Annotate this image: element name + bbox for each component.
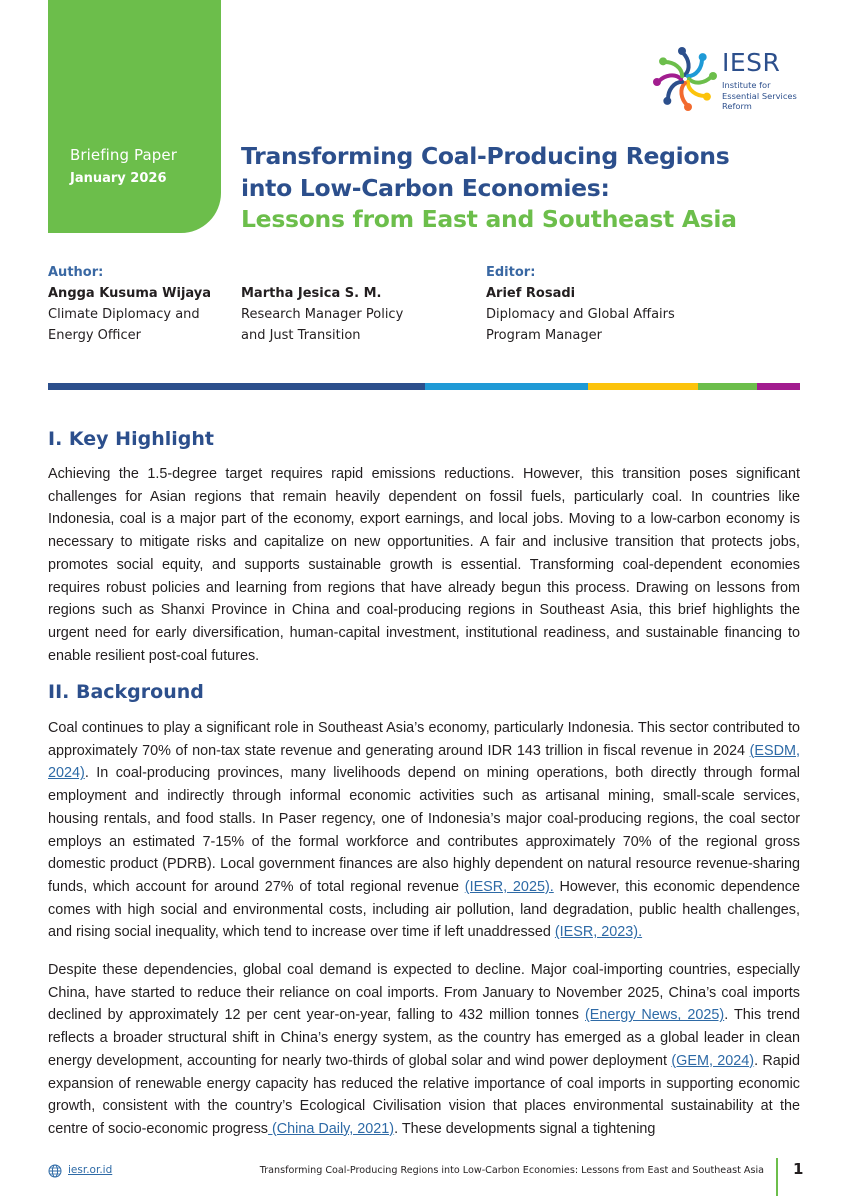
text-run: Coal continues to play a significant role in Southeast Asia’s economy, particularly Indonesia. This sector contributed to approximately 70% of non-tax state revenue and generating around IDR 143 trillion in fiscal revenue in 2024 [48, 720, 800, 759]
section-heading-key-highlight: I. Key Highlight [48, 428, 214, 450]
citation-link[interactable]: (Energy News, 2025) [585, 1007, 725, 1024]
editor-name: Arief Rosadi [486, 286, 576, 301]
title-line-1: Transforming Coal-Producing Regions [241, 142, 730, 170]
document-type-tab [48, 0, 221, 233]
color-segment [757, 383, 800, 390]
color-segment [588, 383, 698, 390]
author-position: Climate Diplomacy and [48, 307, 200, 322]
logo-acronym: IESR [722, 48, 781, 77]
running-title: Transforming Coal-Producing Regions into Low-Carbon Economies: Lessons from East and Southeast Asia [259, 1165, 764, 1176]
brand-color-bar [48, 383, 800, 390]
editor-position: Program Manager [486, 328, 602, 343]
text-run: . These developments signal a tightening [394, 1120, 656, 1137]
color-segment [698, 383, 757, 390]
author-position: Energy Officer [48, 328, 141, 343]
footer-divider [776, 1158, 778, 1196]
website-link[interactable]: iesr.or.id [68, 1164, 113, 1176]
author-position: Research Manager Policy [241, 307, 404, 322]
citation-link[interactable]: (ESDM, 2024) [48, 742, 800, 782]
document-subtitle: Lessons from East and Southeast Asia [241, 205, 737, 233]
section-heading-background: II. Background [48, 681, 204, 703]
editor-block [486, 262, 675, 346]
author-name: Angga Kusuma Wijaya [48, 286, 212, 301]
title-line-2: into Low-Carbon Economies: [241, 173, 610, 202]
citation-link[interactable]: (GEM, 2024) [671, 1052, 755, 1069]
logo-line: Institute for [722, 80, 771, 90]
editor-position: Diplomacy and Global Affairs [486, 307, 675, 322]
text-run: Despite these dependencies, global coal demand is expected to decline. Major coal-importing countries, especially China, have started to reduce their reliance on coal imports. From January to November 2025, China’s coal imports declined by approximately 12 per cent year-on-year, falling to 432 million tonnes [48, 962, 800, 1024]
author-name: Martha Jesica S. M. [241, 286, 382, 301]
page-footer [48, 1160, 804, 1190]
citation-link[interactable]: (China Daily, 2021) [267, 1120, 395, 1137]
author-block-2 [241, 283, 403, 346]
text-run: . Rapid expansion of renewable energy capacity has reduced the relative importance of coal imports in supporting economic growth, consistent with the country’s Ecological Civilisation vision that places environmental sustainability at the centre of socio-economic progress [48, 1052, 800, 1137]
citation-link[interactable]: (IESR, 2025). [464, 878, 554, 895]
author-label: Author: [48, 265, 104, 280]
text-run: . This trend reflects a broader structural shift in China’s energy system, as the country has emerged as a global leader in clean energy development, accounting for nearly two-thirds of global solar and wind power deployment [48, 1007, 800, 1069]
logo-full-name [722, 80, 822, 112]
author-position: and Just Transition [241, 328, 361, 343]
text-run: However, this economic dependence comes with high social and environmental costs, including air pollution, land degradation, public health challenges, and rising social inequality, which tend to increase over time if left unaddressed [48, 878, 800, 941]
background-paragraph-2 [48, 959, 800, 1141]
editor-label: Editor: [486, 265, 536, 280]
globe-icon [48, 1164, 62, 1178]
logo-line: Essential Services [722, 90, 797, 101]
key-highlight-paragraph: Achieving the 1.5-degree target requires rapid emissions reductions. However, this transition poses significant challenges for Asian regions that remain heavily dependent on fossil fuels, particularly coal. In countries like Indonesia, coal is a major part of the economy, export earnings, and local jobs. Moving to a low-carbon economy is necessary to mitigate risks and capitalize on new opportunities. A fair and inclusive transition that protects jobs, promotes social equity, and supports sustainable growth is essential. Transforming coal-dependent economies requires robust policies and learning from regions that have already begun this process. Drawing on lessons from regions such as Shanxi Province in China and coal-producing regions in Southeast Asia, this brief highlights the urgent need for early diversification, human-capital investment, institutional readiness, and sustainable financing to enable resilient post-coal futures. [48, 466, 800, 664]
page-number: 1 [793, 1160, 804, 1178]
document-type: Briefing Paper [70, 146, 177, 164]
citation-link[interactable]: (IESR, 2023). [554, 924, 643, 941]
color-segment [48, 383, 425, 390]
text-run: . In coal-producing provinces, many livelihoods depend on mining operations, both directly through formal employment and indirectly through informal economic activities such as artisanal mining, small-scale services, housing rentals, and food stalls. In Paser regency, one of Indonesia’s major coal-producing regions, the coal sector employs an estimated 7-15% of the formal workforce and contributes approximately 70% of the regional gross domestic product (PDRB). Local government finances are also highly dependent on natural resource revenue-sharing funds, which account for around 27% of total regional revenue [48, 765, 800, 895]
iesr-logo [652, 46, 812, 116]
logo-line: Reform [722, 101, 752, 111]
document-title [241, 141, 737, 236]
background-paragraph-1 [48, 717, 800, 944]
author-block-1 [48, 262, 211, 346]
publication-date: January 2026 [70, 171, 167, 186]
iesr-pinwheel-icon [652, 46, 718, 112]
color-segment [425, 383, 588, 390]
